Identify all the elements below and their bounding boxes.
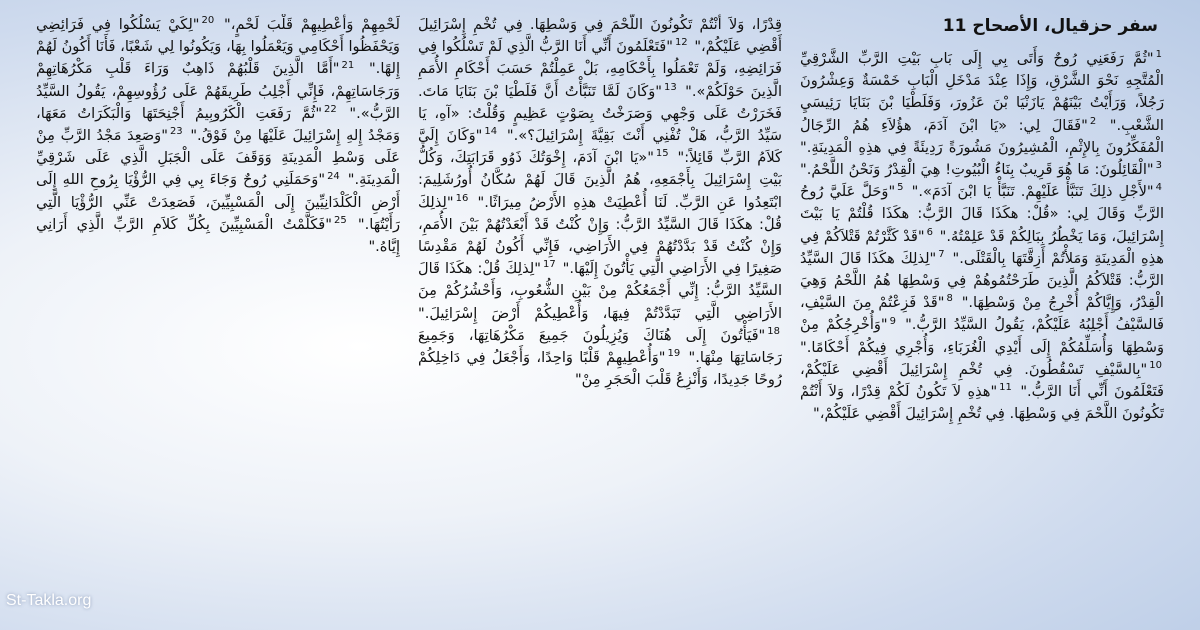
verse-number: 5: [897, 182, 904, 194]
text-column-right: [800, 14, 1164, 622]
verse-number: 14: [484, 126, 498, 138]
verse-number: 18: [767, 325, 780, 337]
verse-text: "الْقَائِلُونَ: مَا هُوَ قَرِيبٌ بِنَاءُ الْبُيُوتِ! هِيَ الْقِدْرُ وَنَحْنُ اللَّحْمُ.": [800, 161, 1154, 179]
verse-number: 6: [926, 226, 933, 238]
verse-text: "وَحَلَّ عَلَيَّ رُوحُ الرَّبِّ وَقَالَ لِي: «قُلْ: هكَذَا قَالَ الرَّبُّ: هكَذَا قُلْتُمْ يَا بَيْتَ إِسْرَائِيلَ، وَمَا يَخْطُرُ بِبَالِكُمْ قَدْ عَلِمْتُهُ.": [800, 183, 1164, 245]
verse-body-left: [36, 14, 400, 258]
verse-text: "لأَجْلِ ذلِكَ تَنَبَّأْ عَلَيْهِمْ. تَنَبَّأْ يَا ابْنَ آدَمَ».": [905, 183, 1154, 201]
page-title: سفر حزقيال، الأصحاح 11: [942, 16, 1158, 36]
verse-text: "بِالسَّيْفِ تَسْقُطُونَ. فِي تُخْمِ إِسْرَائِيلَ أَقْضِي عَلَيْكُمْ، فَتَعْلَمُونَ أَنِّي أَنَا الرَّبُّ.": [800, 360, 1164, 401]
verse-text: "لِكَيْ يَسْلُكُوا فِي فَرَائِضِي وَيَحْفَظُوا أَحْكَامِي وَيَعْمَلُوا بِهَا، وَيَكُونُوا لِي شَعْبًا، فَأَنَا أَكُونُ لَهُمْ إِلهًا.": [36, 16, 400, 78]
verse-text: "ثُمَّ رَفَعَتِ الْكَرُوبِيمُ أَجْنِحَتَهَا وَالْبَكَرَاتُ مَعَهَا، وَمَجْدُ إِلهِ إِسْرَائِيلَ عَلَيْهَا مِنْ فَوْقُ.": [36, 104, 400, 145]
verse-number: 15: [655, 148, 669, 160]
verse-number: 7: [938, 248, 945, 260]
verse-text: "وَكَانَ إِلَيَّ كَلاَمُ الرَّبِّ قَائِلاً:": [418, 127, 782, 167]
verse: [36, 216, 400, 255]
verse-body-middle: [418, 14, 782, 391]
verse-text: لَحْمِهِمْ وَأُعْطِيهِمْ قَلْبَ لَحْمٍ،": [216, 16, 400, 33]
verse-number: 12: [674, 37, 688, 49]
verse-text: "لِذلِكَ هكَذَا قَالَ السَّيِّدُ الرَّبُّ: قَتْلاَكُمُ الَّذِينَ طَرَحْتُمُوهُمْ فِي وَسْطِهَا هُمُ اللَّحْمُ وَهِيَ الْقِدْرُ، وَإِيَّاكُمْ أُخْرِجُ مِنْ وَسْطِهَا.": [800, 249, 1164, 312]
verse-text: "وَأُخْرِجُكُمْ مِنْ وَسْطِهَا وَأُسَلِّمُكُمْ إِلَى أَيْدِي الْغُرَبَاءِ، وَأُجْرِي فِيكُمْ أَحْكَامًا.": [800, 316, 1164, 356]
verse-number: 4: [1155, 182, 1162, 194]
verse-text: "فَقَالَ لِي: «يَا ابْنَ آدَمَ، هؤُلاَءِ هُمُ الرِّجَالُ الْمُفَكِّرُونَ بِالإِثْمِ، الْمُشِيرُونَ مَشُورَةً رَدِيئَةً فِي هذِهِ الْمَدِينَةِ.": [800, 116, 1164, 156]
verse-number: 23: [169, 126, 183, 138]
verse-number: 24: [327, 170, 340, 182]
site-watermark: St-Takla.org: [6, 592, 92, 609]
verse: [800, 161, 1164, 178]
verse-number: 19: [667, 348, 681, 360]
verse-text: "فَيَأْتُونَ إِلَى هُنَاكَ وَيُزِيلُونَ جَمِيعَ مَكْرُهَاتِهَا، وَجَمِيعَ رَجَاسَاتِهَا مِنْهَا.": [418, 326, 782, 367]
verse-text: "«يَا ابْنَ آدَمَ، إِخْوَتُكَ ذَوُو قَرَابَتِكَ، وَكُلُّ بَيْتِ إِسْرَائِيلَ بِأَجْمَعِهِ، هُمُ الَّذِينَ قَالَ لَهُمْ سُكَّانُ أُورُشَلِيمَ: ابْتَعِدُوا عَنِ الرَّبِّ. لَنَا أُعْطِيَتْ هذِهِ الأَرْضُ مِيرَاثًا.": [418, 149, 782, 211]
verse-number: 21: [341, 59, 355, 71]
verse-number: 13: [663, 81, 677, 93]
text-column-left: [36, 14, 400, 622]
verse-text: "قَدْ كَثَّرْتُمْ قَتْلاَكُمْ فِي هذِهِ الْمَدِينَةِ وَمَلأْتُمْ أَزِقَّتَهَا بِالْقَتْلَى.": [800, 227, 1164, 267]
verse-body-right: [800, 48, 1164, 425]
verse-number: 16: [455, 192, 469, 204]
verse-number: 1: [1155, 49, 1162, 61]
verse-text: "وَأُعْطِيهِمْ قَلْبًا وَاحِدًا، وَأَجْعَلُ فِي دَاخِلِكُمْ رُوحًا جَدِيدًا، وَأَنْزِعُ قَلْبَ الْحَجَرِ مِنْ": [418, 349, 782, 389]
verse-text: "أَمَّا الَّذِينَ قَلْبُهُمْ ذَاهِبٌ وَرَاءَ قَلْبِ مَكْرُهَاتِهِمْ وَرَجَاسَاتِهِمْ، فَإِنِّي أَجْلِبُ طَرِيقَهُمْ عَلَى رُؤُوسِهِمْ، يَقُولُ السَّيِّدُ الرَّبُّ».": [36, 60, 400, 122]
verse-number: 11: [999, 382, 1012, 394]
text-column-middle: [418, 14, 782, 622]
verse-number: 3: [1155, 160, 1162, 172]
verse-number: 10: [1149, 359, 1162, 371]
verse-text: "وَكَانَ لَمَّا تَنَبَّأْتُ أَنَّ فَلَطْيَا بْنَ بَنَايَا مَاتَ. فَخَرَرْتُ عَلَى وَجْهِي وَصَرَخْتُ بِصَوْتٍ عَظِيمٍ وَقُلْتُ: «آهِ، يَا سَيِّدُ الرَّبُّ، هَلْ تُفْنِي أَنْتَ بَقِيَّةَ إِسْرَائِيلَ؟».": [418, 82, 782, 145]
verse-number: 20: [201, 15, 215, 27]
verse-text: "فَكَلَّمْتُ الْمَسْبِيِّينَ بِكُلِّ كَلاَمِ الرَّبِّ الَّذِي أَرَانِي إِيَّاهُ.": [36, 215, 400, 256]
verse-text: "فَتَعْلَمُونَ أَنِّي أَنَا الرَّبُّ الَّذِي لَمْ تَسْلُكُوا فِي فَرَائِضِهِ، وَلَمْ تَعْمَلُوا بِأَحْكَامِهِ، بَلْ عَمِلْتُمْ حَسَبَ أَحْكَامِ الأُمَمِ الَّذِينَ حَوْلَكُمْ».": [418, 38, 782, 100]
verse: [906, 183, 1164, 200]
verse-text: "ثُمَّ رَفَعَنِي رُوحٌ وَأَتَى بِي إِلَى بَابِ بَيْتِ الرَّبِّ الشَّرْقِيِّ الْمُتَّجِهِ نَحْوَ الشَّرْقِ، وَإِذَا عِنْدَ مَدْخَلِ الْبَابِ خَمْسَةٌ وَعِشْرُونَ رَجُلاً، وَرَأَيْتُ بَيْنَهُمْ يَازَنْيَا بْنَ عَزُورَ، وَفَلَطْيَا بْنَ بَنَايَا رَئِيسَيِ الشَّعْبِ.": [800, 50, 1164, 134]
verse-text: "لِذلِكَ قُلْ: هكَذَا قَالَ السَّيِّدُ الرَّبُّ: إِنِّي أَجْمَعُكُمْ مِنْ بَيْنِ الشُّعُوبِ، وَأَحْشُرُكُمْ مِنَ الأَرَاضِي الَّتِي تَبَدَّدْتُمْ فِيهَا، وَأُعْطِيكُمْ أَرْضَ إِسْرَائِيلَ.": [418, 260, 782, 322]
verse-text: "لِذلِكَ قُلْ: هكَذَا قَالَ السَّيِّدُ الرَّبُّ: وَإِنْ كُنْتُ قَدْ أَبْعَدْتُهُمْ بَيْنَ الأُمَمِ، وَإِنْ كُنْتُ قَدْ بَدَّدْتُهُمْ فِي الأَرَاضِي، فَإِنِّي أَكُونُ لَهُمْ مَقْدِسًا صَغِيرًا فِي الأَرَاضِي الَّتِي يَأْتُونَ إِلَيْهَا.": [418, 193, 782, 278]
verse-text: "هذِهِ لاَ تَكُونُ لَكُمْ قِدْرًا، وَلاَ أَنْتُمْ تَكُونُونَ اللَّحْمَ فِي وَسْطِهَا. فِي تُخْمِ إِسْرَائِيلَ أَقْضِي عَلَيْكُمْ،": [800, 383, 1164, 423]
verse-number: 25: [333, 214, 347, 226]
verse-text: قِدْرًا، وَلاَ أَنْتُمْ تَكُونُونَ اللَّحْمَ فِي وَسْطِهَا. فِي تُخْمِ إِسْرَائِيلَ أَقْضِي عَلَيْكُمْ،": [418, 16, 782, 56]
verse-text: "وَحَمَلَنِي رُوحٌ وَجَاءَ بِي فِي الرُّؤْيَا بِرُوحِ اللهِ إِلَى أَرْضِ الْكَلْدَانِيِّينَ إِلَى الْمَسْبِيِّينَ، فَصَعِدَتْ عَنِّي الرُّؤْيَا الَّتِي رَأَيْتُهَا.": [36, 171, 400, 233]
verse-text: "قَدْ فَزِعْتُمْ مِنَ السَّيْفِ، فَالسَّيْفُ أَجْلِبُهُ عَلَيْكُمْ، يَقُولُ السَّيِّدُ الرَّبُّ.": [800, 294, 1164, 334]
verse: [216, 16, 400, 33]
verse-number: 22: [324, 103, 337, 115]
verse-text: "وَصَعِدَ مَجْدُ الرَّبِّ مِنْ عَلَى وَسْطِ الْمَدِينَةِ وَوَقَفَ عَلَى الْجَبَلِ الَّذِي عَلَى شَرْقِيِّ الْمَدِينَةِ.": [36, 127, 400, 189]
verse-number: 2: [1089, 115, 1097, 127]
verse-number: 8: [946, 293, 953, 305]
verse-number: 9: [889, 315, 897, 327]
verse-number: 17: [542, 259, 556, 271]
